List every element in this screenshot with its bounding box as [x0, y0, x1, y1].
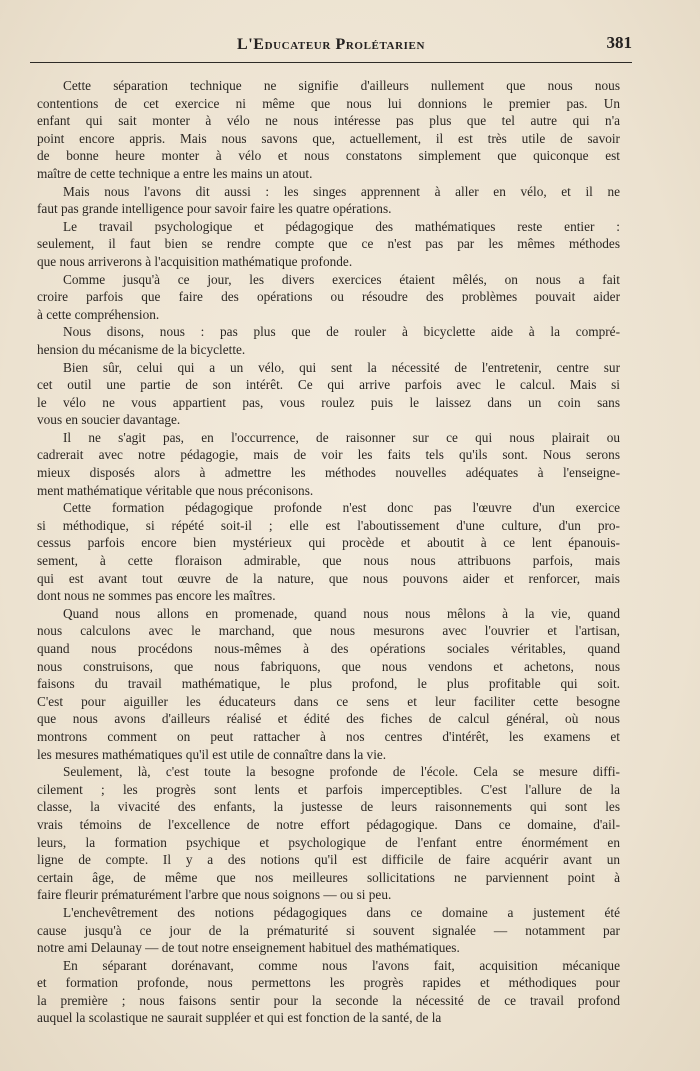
text-line: cessus parfois encore bien mystérieux qui procède et aboutit à ce lent épanouis-: [37, 535, 620, 551]
text-line: Cette séparation technique ne signifie d'ailleurs nullement que nous nous: [63, 78, 620, 93]
text-line: Le travail psychologique et pédagogique des mathématiques reste entier :: [63, 218, 620, 234]
text-line: nous calculons avec le marchand, que nous mesurons avec l'ouvrier et l'artisan,: [37, 623, 620, 639]
text-line: mieux disposés alors à admettre les méthodes nouvelles adéquates à l'enseigne-: [37, 465, 620, 481]
text-line: que nous arriverons à l'acquisition mathématique profonde.: [37, 253, 353, 269]
text-line: croire parfois que faire des opérations ou résoudre des problèmes pouvait aider: [37, 289, 620, 305]
text-line: de bonne heure monter à vélo et nous constatons simplement que quiconque est: [37, 148, 620, 164]
text-line: faire fleurir prématurément l'arbre que nous soignons — ou si peu.: [37, 887, 392, 903]
running-header: [30, 30, 632, 63]
text-line: sement, à cette floraison admirable, que nous nous attribuons parfois, mais: [37, 553, 620, 569]
text-line: cilement ; les progrès sont lents et parfois imperceptibles. C'est l'allure de la: [37, 781, 620, 797]
text-line: si méthodique, si répété soit-il ; elle est l'aboutissement d'une culture, d'un pro-: [37, 517, 620, 533]
text-line: Quand nous allons en promenade, quand nous nous mêlons à la vie, quand: [63, 605, 620, 621]
text-line: le vélo ne vous appartient pas, vous roulez puis le laissez dans un coin sans: [37, 394, 620, 410]
text-line: ligne de compte. Il y a des notions qu'il est difficile de faire acquérir avant un: [37, 852, 620, 868]
text-line: cadrerait avec notre pédagogie, mais de voir les faits tels qu'ils sont. Nous serons: [37, 447, 620, 463]
text-line: notre ami Delaunay — de tout notre enseignement habituel des mathématiques.: [37, 940, 460, 956]
text-line: classe, la vivacité des enfants, la justesse de leurs raisonnements qui sont les: [37, 799, 620, 815]
text-line: Cette formation pédagogique profonde n'est donc pas l'œuvre d'un exercice: [63, 500, 620, 516]
text-line: seulement, il faut bien se rendre compte que ce n'est pas par les mêmes méthodes: [37, 236, 620, 252]
text-line: que nous avons d'ailleurs réalisé et édité des fiches de calcul général, où nous: [37, 711, 620, 727]
text-line: et formation profonde, nous permettons les progrès rapides et méthodiques pour: [37, 975, 620, 991]
text-line: L'enchevêtrement des notions pédagogiques dans ce domaine a justement été: [63, 904, 620, 920]
header-title: L'Educateur Prolétarien: [236, 36, 426, 53]
paragraph: [37, 77, 620, 183]
article-body: [37, 77, 620, 1027]
text-line: Il ne s'agit pas, en l'occurrence, de raisonner sur ce qui nous plairait ou: [63, 429, 620, 445]
paragraph: [37, 271, 620, 324]
text-line: ment mathématique véritable que nous préconisons.: [37, 482, 314, 498]
text-line: nous construisons, que nous fabriquons, que nous vendons et achetons, nous: [37, 658, 620, 674]
paragraph: [37, 763, 620, 904]
text-line: certain âge, de même que nos meilleures sollicitations ne parviennent point à: [37, 869, 620, 885]
paragraph: [37, 359, 620, 429]
paragraph: [37, 218, 620, 271]
text-line: la première ; nous faisons sentir pour la seconde la nécessité de ce travail profond: [37, 992, 620, 1008]
text-line: faut pas grande intelligence pour savoir faire les quatre opérations.: [37, 201, 392, 217]
text-line: dont nous ne sommes pas encore les maîtres.: [37, 588, 276, 604]
text-line: En séparant dorénavant, comme nous l'avons fait, acquisition mécanique: [63, 957, 620, 973]
text-line: C'est pour aiguiller les éducateurs dans ce sens et leur faciliter cette besogne: [37, 693, 620, 709]
text-line: maître de cette technique a entre les mains un atout.: [37, 165, 313, 181]
text-line: enfant qui sait monter à vélo ne nous intéresse pas plus que tel autre qui n'a: [37, 113, 620, 129]
text-line: montrons comment on peut rattacher à nos centres d'intérêt, les examens et: [37, 728, 620, 744]
paragraph: [37, 429, 620, 499]
text-line: point encore appris. Mais nous savons que, actuellement, il est très utile de savoir: [37, 130, 620, 146]
text-line: Bien sûr, celui qui a un vélo, qui sent la nécessité de l'entretenir, centre sur: [63, 359, 620, 375]
text-line: faisons du travail mathématique, le plus profond, le plus profitable qui soit.: [37, 676, 620, 692]
page-number: 381: [606, 33, 632, 52]
text-line: leurs, la formation psychique et psychologique de l'enfant entre énormément en: [37, 834, 620, 850]
text-line: les mesures mathématiques qu'il est utile de connaître dans la vie.: [37, 746, 387, 762]
paragraph: [37, 499, 620, 605]
paragraph: [37, 605, 620, 763]
text-line: Mais nous l'avons dit aussi : les singes apprennent à aller en vélo, et il ne: [63, 183, 620, 199]
text-line: vrais témoins de l'excellence de notre effort pédagogique. Dans ce domaine, d'ail-: [37, 816, 620, 832]
text-line: quand nous procédons nous-mêmes à des opérations sociales véritables, quand: [37, 641, 620, 656]
text-line: auquel la scolastique ne saurait suppléer et qui est fonction de la santé, de la: [37, 1010, 442, 1026]
text-line: hension du mécanisme de la bicyclette.: [37, 341, 246, 357]
text-line: vous en soucier davantage.: [37, 412, 181, 428]
text-line: cause jusqu'à ce jour de la prématurité si souvent signalée — notamment par: [37, 922, 620, 938]
text-line: cet outil une partie de son intérêt. Ce qui arrive parfois avec le calcul. Mais si: [37, 377, 620, 393]
text-line: contentions de cet exercice ni même que nous lui donnions le premier pas. Un: [37, 95, 620, 111]
paragraph: [37, 957, 620, 1027]
text-line: Seulement, là, c'est toute la besogne profonde de l'école. Cela se mesure diffi-: [63, 764, 620, 780]
paragraph: [37, 323, 620, 358]
text-line: Nous disons, nous : pas plus que de rouler à bicyclette aide à la compré-: [63, 324, 620, 340]
text-line: Comme jusqu'à ce jour, les divers exercices étaient mêlés, on nous a fait: [63, 271, 620, 287]
text-line: à cette compréhension.: [37, 306, 160, 322]
text-line: qui est avant tout œuvre de la nature, que nous pouvons aider et renforcer, mais: [37, 570, 620, 586]
paragraph: [37, 183, 620, 218]
paragraph: [37, 904, 620, 957]
